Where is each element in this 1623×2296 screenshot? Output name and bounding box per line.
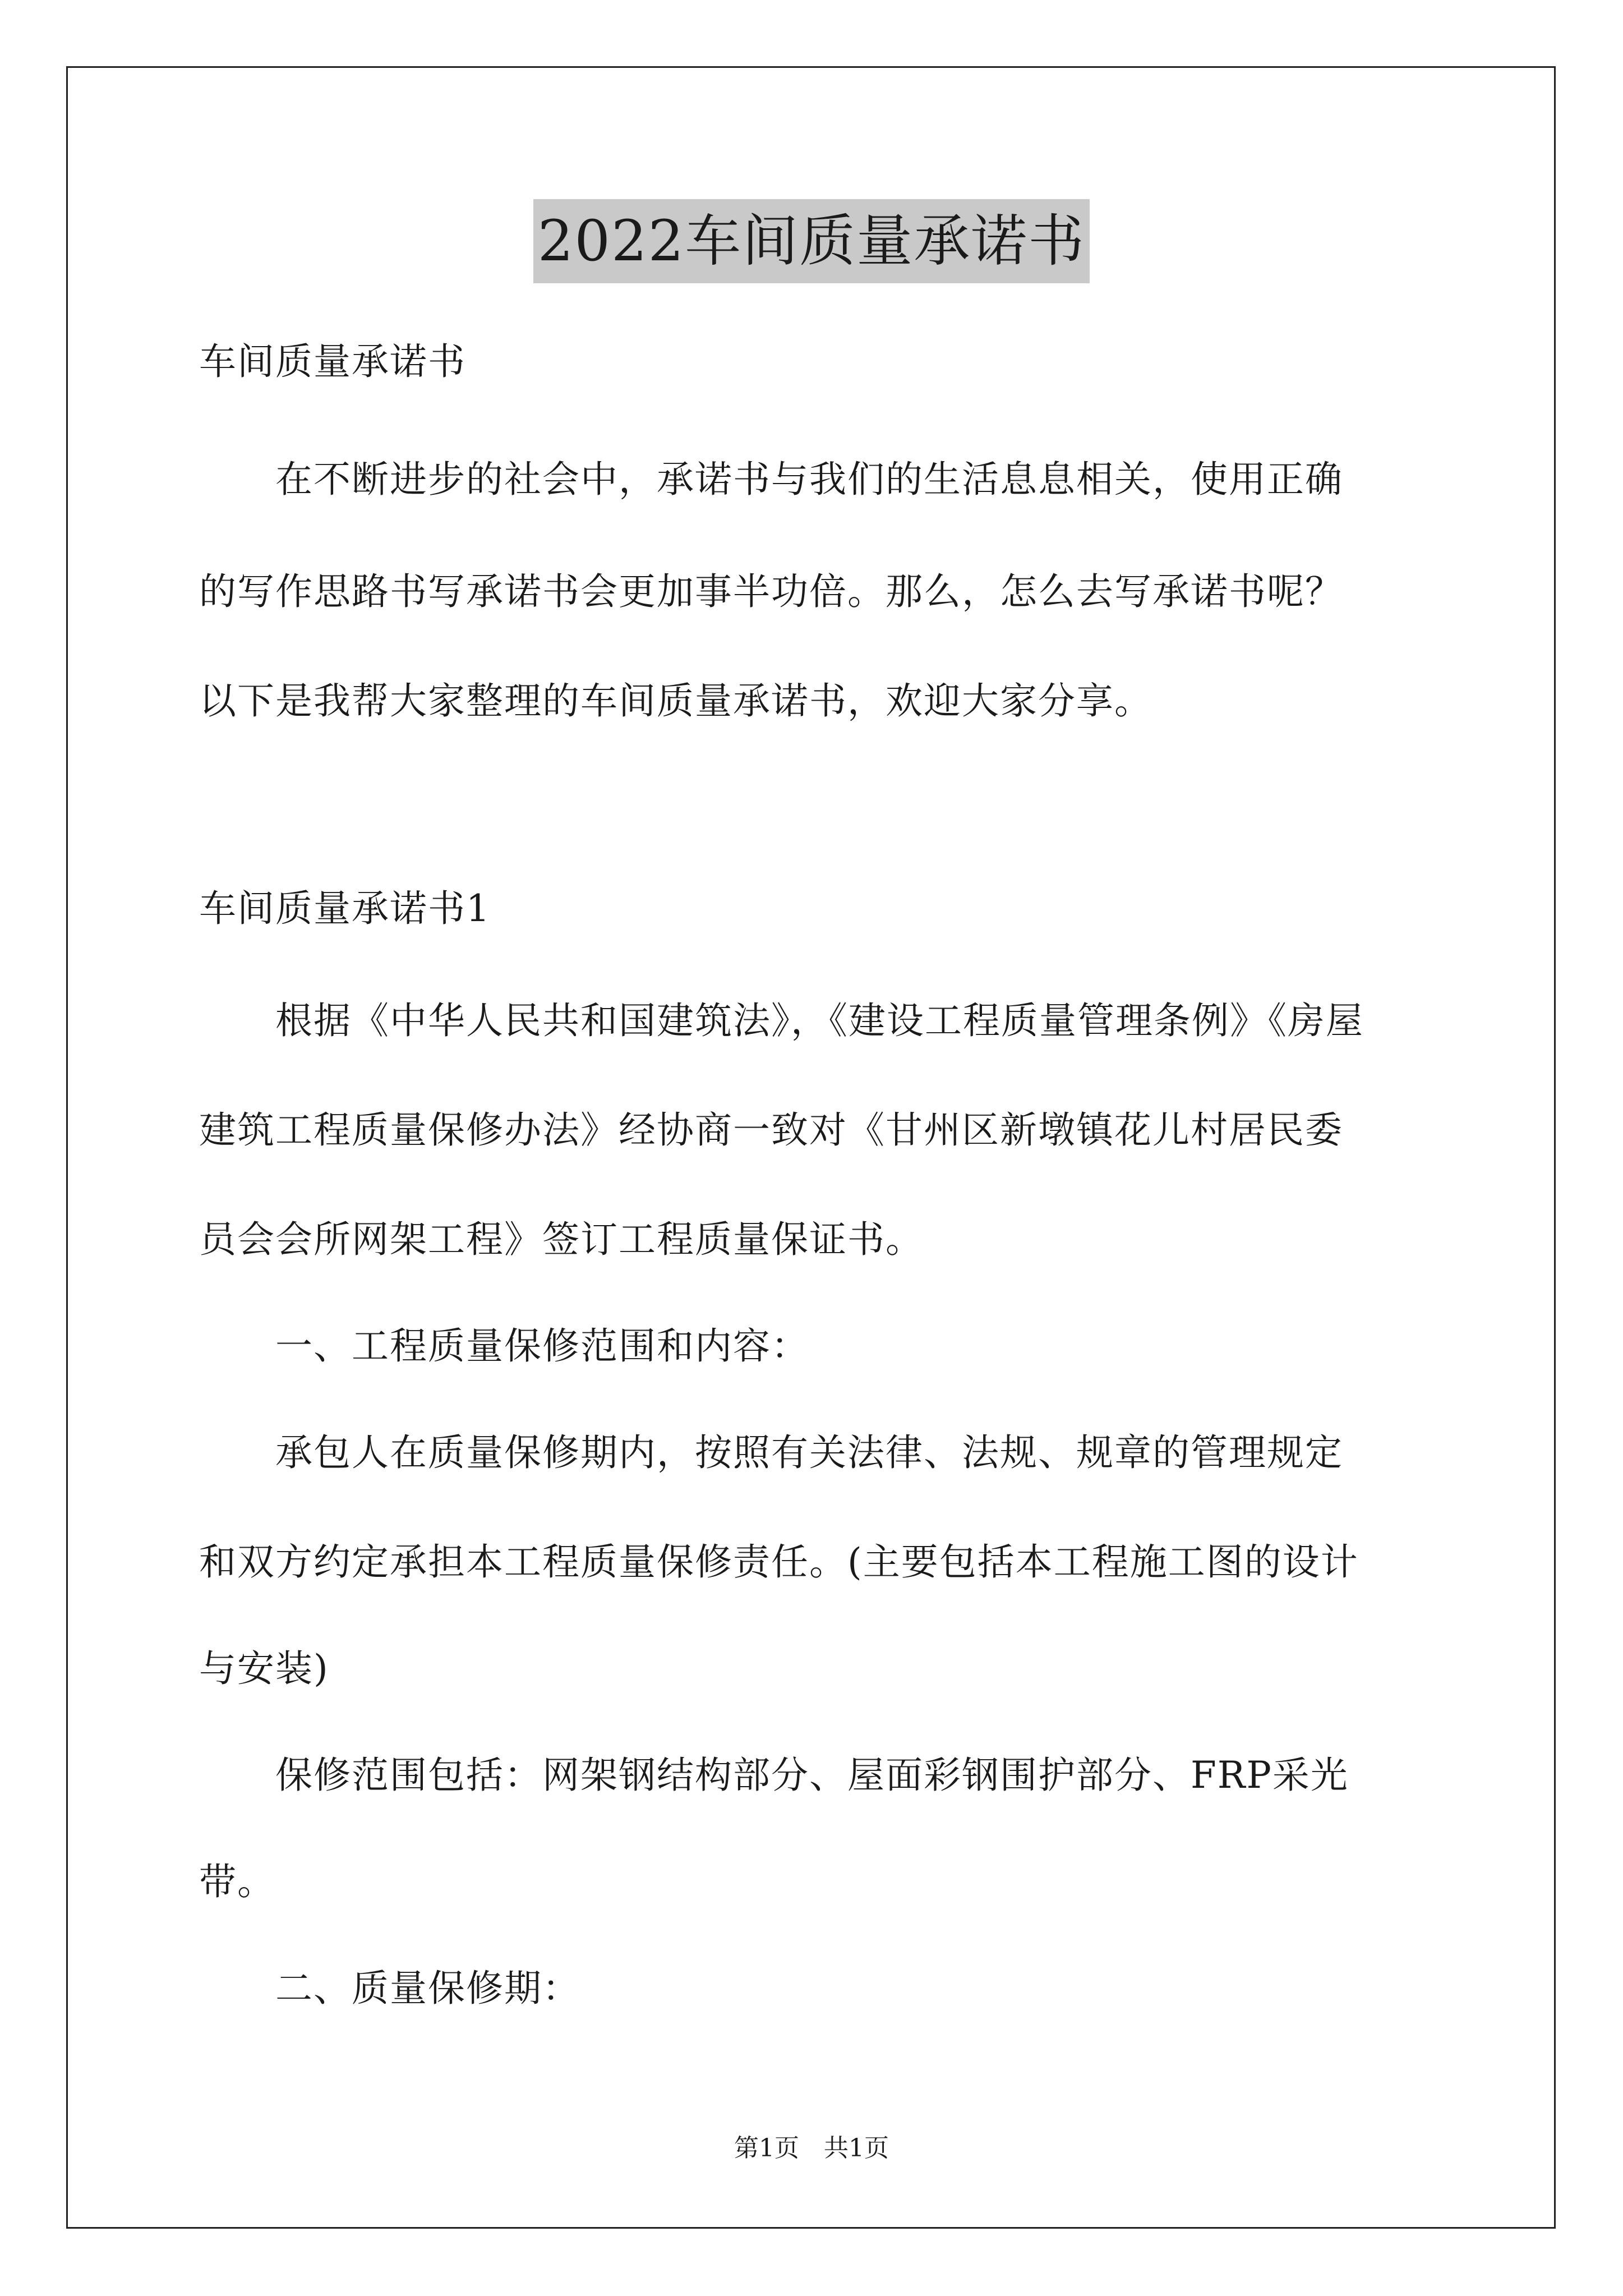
- document-title: 2022车间质量承诺书: [533, 199, 1090, 283]
- paragraph-line: 的写作思路书写承诺书会更加事半功倍。那么，怎么去写承诺书呢？: [199, 570, 1343, 613]
- paragraph-line: 保修范围包括：网架钢结构部分、屋面彩钢围护部分、FRP采光: [199, 1754, 1349, 1797]
- paragraph-line: 承包人在质量保修期内，按照有关法律、法规、规章的管理规定: [199, 1431, 1343, 1474]
- paragraph-line: 一、工程质量保修范围和内容：: [199, 1324, 809, 1368]
- paragraph-line: 在不断进步的社会中，承诺书与我们的生活息息相关，使用正确: [199, 458, 1343, 501]
- page-footer: [0, 2132, 1623, 2165]
- paragraph-line: 员会会所网架工程》签订工程质量保证书。: [199, 1218, 924, 1261]
- paragraph-line: 二、质量保修期：: [199, 1967, 580, 2010]
- paragraph-line: 建筑工程质量保修办法》经协商一致对《甘州区新墩镇花儿村居民委: [199, 1108, 1343, 1152]
- paragraph-line: 以下是我帮大家整理的车间质量承诺书，欢迎大家分享。: [199, 679, 1152, 723]
- paragraph-line: 根据《中华人民共和国建筑法》，《建设工程质量管理条例》《房屋: [199, 999, 1364, 1042]
- page-number-current: 第1页: [734, 2134, 799, 2162]
- subtitle-line: 车间质量承诺书: [199, 340, 466, 383]
- paragraph-line: 和双方约定承担本工程质量保修责任。(主要包括本工程施工图的设计: [199, 1540, 1359, 1584]
- paragraph-line: 与安装): [199, 1647, 329, 1690]
- paragraph-line: 带。: [199, 1860, 275, 1903]
- page-number-total: 共1页: [824, 2134, 889, 2162]
- title-container: [0, 199, 1623, 283]
- section-heading: 车间质量承诺书1: [199, 887, 491, 930]
